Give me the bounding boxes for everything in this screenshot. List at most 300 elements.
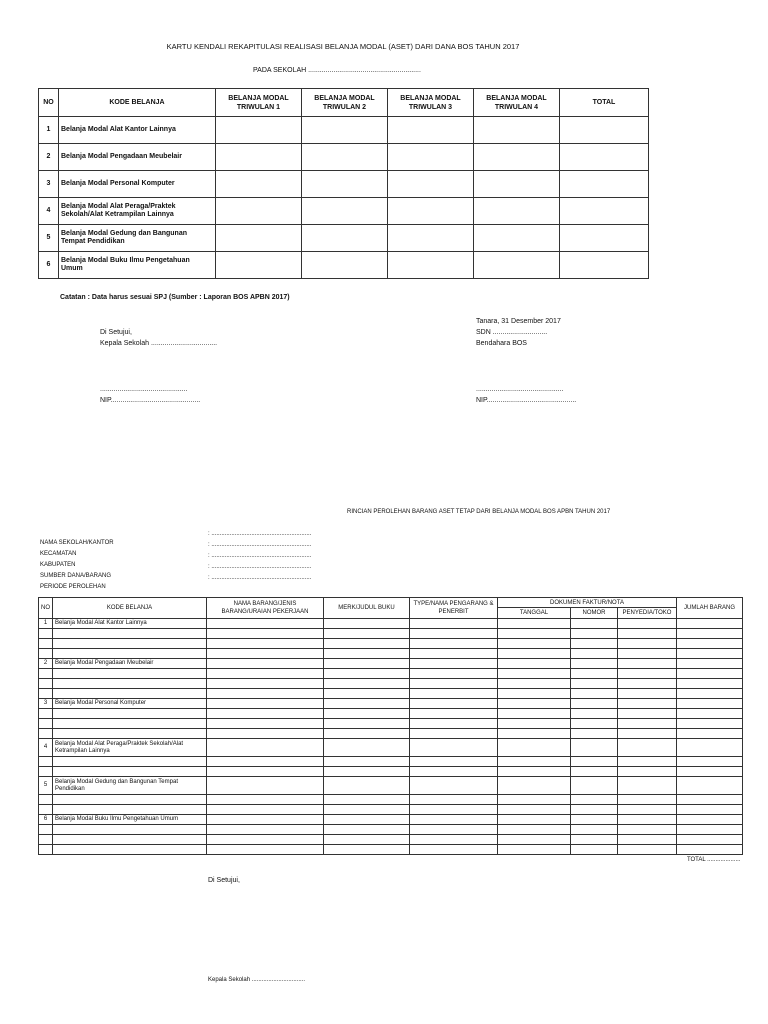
- cell: [410, 805, 498, 815]
- cell: [498, 619, 571, 629]
- total-row: [39, 855, 743, 866]
- total-label: TOTAL ....................: [39, 855, 743, 866]
- detail-header-row-1: [39, 598, 743, 608]
- cell: [207, 845, 324, 855]
- cell: [324, 795, 410, 805]
- cell: [571, 729, 618, 739]
- cell: [324, 757, 410, 767]
- header-kode-belanja: KODE BELANJA: [59, 89, 216, 117]
- table-row: [39, 835, 743, 845]
- cell: [498, 719, 571, 729]
- row-kode: [53, 757, 207, 767]
- cell: [677, 689, 743, 699]
- field-sumber-dana: [40, 564, 312, 579]
- cell: [618, 805, 677, 815]
- cell: [571, 815, 618, 825]
- row-kode: Belanja Modal Gedung dan Bangunan Tempat Pendidikan: [59, 225, 216, 252]
- cell: [324, 639, 410, 649]
- table-row: [39, 669, 743, 679]
- table-row: [39, 815, 743, 825]
- cell: [302, 117, 388, 144]
- row-no: [39, 669, 53, 679]
- cell: [207, 619, 324, 629]
- row-kode: [53, 689, 207, 699]
- row-kode: [53, 669, 207, 679]
- table-row: [39, 805, 743, 815]
- table-row: [39, 225, 649, 252]
- cell: [498, 777, 571, 795]
- cell: [618, 719, 677, 729]
- row-kode: Belanja Modal Buku Ilmu Pengetahuan Umum: [53, 815, 207, 825]
- cell: [207, 659, 324, 669]
- table-row: [39, 729, 743, 739]
- field-value: : ............................................................: [208, 542, 312, 548]
- row-no: 6: [39, 252, 59, 279]
- cell: [207, 767, 324, 777]
- cell: [560, 171, 649, 198]
- row-kode: [53, 835, 207, 845]
- row-no: [39, 757, 53, 767]
- cell: [324, 739, 410, 757]
- cell: [216, 171, 302, 198]
- cell: [207, 795, 324, 805]
- cell: [324, 777, 410, 795]
- cell: [677, 757, 743, 767]
- cell: [677, 679, 743, 689]
- cell: [618, 689, 677, 699]
- table-row: [39, 679, 743, 689]
- header-jumlah: JUMLAH BARANG: [677, 598, 743, 619]
- cell: [571, 757, 618, 767]
- cell: [388, 171, 474, 198]
- row-kode: [53, 825, 207, 835]
- row-no: 4: [39, 739, 53, 757]
- cell: [324, 699, 410, 709]
- headmaster-role: Kepala Sekolah ..................................: [100, 340, 218, 347]
- place-date: Tanara, 31 Desember 2017: [476, 318, 561, 325]
- cell: [474, 198, 560, 225]
- cell: [571, 767, 618, 777]
- cell: [410, 709, 498, 719]
- cell: [677, 619, 743, 629]
- field-label: NAMA SEKOLAH/KANTOR: [40, 540, 114, 546]
- cell: [410, 845, 498, 855]
- row-kode: Belanja Modal Pengadaan Meubelair: [59, 144, 216, 171]
- header-total: TOTAL: [560, 89, 649, 117]
- cell: [207, 825, 324, 835]
- table-row: [39, 629, 743, 639]
- header-triwulan-3: BELANJA MODAL TRIWULAN 3: [388, 89, 474, 117]
- row-no: 1: [39, 117, 59, 144]
- table-row: [39, 699, 743, 709]
- table-row: [39, 825, 743, 835]
- headmaster-role-2: Kepala Sekolah ................................: [208, 977, 306, 983]
- cell: [410, 659, 498, 669]
- row-no: 5: [39, 225, 59, 252]
- table-row: [39, 739, 743, 757]
- row-kode: Belanja Modal Alat Kantor Lainnya: [53, 619, 207, 629]
- row-no: [39, 805, 53, 815]
- cell: [410, 729, 498, 739]
- cell: [618, 825, 677, 835]
- row-no: 6: [39, 815, 53, 825]
- section2-title: RINCIAN PEROLEHAN BARANG ASET TETAP DARI BELANJA MODAL BOS APBN TAHUN 2017: [347, 509, 611, 515]
- cell: [410, 649, 498, 659]
- header-merk: MERK/JUDUL BUKU: [324, 598, 410, 619]
- field-label: PERIODE PEROLEHAN: [40, 584, 106, 590]
- cell: [618, 709, 677, 719]
- cell: [410, 825, 498, 835]
- cell: [498, 815, 571, 825]
- cell: [677, 639, 743, 649]
- cell: [571, 689, 618, 699]
- note-text: Catatan : Data harus sesuai SPJ (Sumber : Laporan BOS APBN 2017): [60, 294, 290, 301]
- table-row: [39, 777, 743, 795]
- cell: [498, 629, 571, 639]
- cell: [498, 649, 571, 659]
- header-nomor: NOMOR: [571, 608, 618, 619]
- table-row: [39, 252, 649, 279]
- cell: [618, 835, 677, 845]
- row-no: [39, 795, 53, 805]
- cell: [677, 709, 743, 719]
- field-value: : ............................................................: [208, 564, 312, 570]
- row-no: 3: [39, 171, 59, 198]
- header-tanggal: TANGGAL: [498, 608, 571, 619]
- table-row: [39, 198, 649, 225]
- approved-label: Di Setujui,: [100, 329, 132, 336]
- row-no: [39, 767, 53, 777]
- cell: [324, 825, 410, 835]
- cell: [388, 225, 474, 252]
- row-no: [39, 709, 53, 719]
- cell: [207, 669, 324, 679]
- treasurer-nip: NIP..............................................: [476, 397, 577, 404]
- table-row: [39, 757, 743, 767]
- cell: [498, 739, 571, 757]
- cell: [571, 719, 618, 729]
- cell: [207, 719, 324, 729]
- table-row: [39, 619, 743, 629]
- school-line: PADA SEKOLAH ..........................................................: [253, 67, 421, 74]
- table-row: [39, 171, 649, 198]
- cell: [498, 805, 571, 815]
- cell: [618, 845, 677, 855]
- cell: [207, 679, 324, 689]
- row-kode: [53, 845, 207, 855]
- cell: [498, 659, 571, 669]
- cell: [618, 619, 677, 629]
- header-triwulan-2: BELANJA MODAL TRIWULAN 2: [302, 89, 388, 117]
- cell: [324, 767, 410, 777]
- treasurer-name-line: .............................................: [476, 386, 564, 393]
- header-dokumen: DOKUMEN FAKTUR/NOTA: [498, 598, 677, 608]
- cell: [571, 669, 618, 679]
- cell: [324, 659, 410, 669]
- cell: [571, 777, 618, 795]
- header-no: NO: [39, 89, 59, 117]
- row-kode: [53, 679, 207, 689]
- cell: [324, 619, 410, 629]
- cell: [410, 679, 498, 689]
- field-value: : ............................................................: [208, 531, 312, 537]
- cell: [498, 729, 571, 739]
- cell: [207, 699, 324, 709]
- recap-header-row: [39, 89, 649, 117]
- cell: [216, 225, 302, 252]
- cell: [410, 719, 498, 729]
- cell: [571, 739, 618, 757]
- table-row: [39, 709, 743, 719]
- row-kode: [53, 795, 207, 805]
- cell: [410, 629, 498, 639]
- cell: [474, 252, 560, 279]
- cell: [498, 825, 571, 835]
- detail-body: [39, 619, 743, 866]
- headmaster-nip: NIP..............................................: [100, 397, 201, 404]
- field-value: : ............................................................: [208, 553, 312, 559]
- cell: [677, 795, 743, 805]
- cell: [207, 629, 324, 639]
- cell: [474, 171, 560, 198]
- cell: [207, 805, 324, 815]
- cell: [474, 117, 560, 144]
- row-no: [39, 639, 53, 649]
- cell: [560, 198, 649, 225]
- cell: [560, 252, 649, 279]
- row-no: 4: [39, 198, 59, 225]
- row-kode: Belanja Modal Gedung dan Bangunan Tempat Pendidikan: [53, 777, 207, 795]
- cell: [474, 225, 560, 252]
- school-name: SDN ............................: [476, 329, 548, 336]
- cell: [571, 845, 618, 855]
- row-no: 5: [39, 777, 53, 795]
- table-row: [39, 659, 743, 669]
- cell: [207, 689, 324, 699]
- cell: [677, 845, 743, 855]
- cell: [410, 669, 498, 679]
- cell: [571, 639, 618, 649]
- cell: [207, 777, 324, 795]
- cell: [498, 699, 571, 709]
- cell: [388, 198, 474, 225]
- cell: [324, 815, 410, 825]
- cell: [677, 805, 743, 815]
- cell: [324, 845, 410, 855]
- cell: [324, 719, 410, 729]
- cell: [410, 639, 498, 649]
- header-penyedia: PENYEDIA/TOKO: [618, 608, 677, 619]
- recap-table: [38, 88, 649, 279]
- cell: [618, 639, 677, 649]
- cell: [207, 709, 324, 719]
- row-kode: Belanja Modal Pengadaan Meubelair: [53, 659, 207, 669]
- cell: [677, 699, 743, 709]
- cell: [410, 699, 498, 709]
- table-row: [39, 639, 743, 649]
- field-kecamatan: [40, 542, 312, 557]
- cell: [498, 639, 571, 649]
- cell: [324, 835, 410, 845]
- cell: [571, 659, 618, 669]
- header-kode-belanja: KODE BELANJA: [53, 598, 207, 619]
- field-label: SUMBER DANA/BARANG: [40, 573, 112, 579]
- field-label: KECAMATAN: [40, 551, 77, 557]
- info-fields: [40, 531, 312, 590]
- approved-label-2: Di Setujui,: [208, 877, 240, 884]
- field-label: KABUPATEN: [40, 562, 76, 568]
- cell: [560, 117, 649, 144]
- table-row: [39, 845, 743, 855]
- field-kabupaten: [40, 553, 312, 568]
- cell: [216, 117, 302, 144]
- cell: [571, 699, 618, 709]
- cell: [324, 669, 410, 679]
- row-kode: Belanja Modal Personal Komputer: [53, 699, 207, 709]
- row-kode: Belanja Modal Alat Peraga/Praktek Sekolah/Alat Ketrampilan Lainnya: [53, 739, 207, 757]
- cell: [498, 689, 571, 699]
- cell: [677, 739, 743, 757]
- row-no: 1: [39, 619, 53, 629]
- row-no: 2: [39, 144, 59, 171]
- cell: [324, 649, 410, 659]
- cell: [571, 835, 618, 845]
- cell: [560, 225, 649, 252]
- cell: [618, 649, 677, 659]
- cell: [677, 659, 743, 669]
- cell: [324, 629, 410, 639]
- cell: [677, 835, 743, 845]
- cell: [498, 709, 571, 719]
- cell: [677, 767, 743, 777]
- cell: [498, 795, 571, 805]
- cell: [618, 729, 677, 739]
- cell: [618, 757, 677, 767]
- row-kode: Belanja Modal Alat Kantor Lainnya: [59, 117, 216, 144]
- cell: [410, 795, 498, 805]
- cell: [216, 144, 302, 171]
- cell: [498, 679, 571, 689]
- header-type: TYPE/NAMA PENGARANG & PENERBIT: [410, 598, 498, 619]
- cell: [216, 252, 302, 279]
- row-kode: Belanja Modal Personal Komputer: [59, 171, 216, 198]
- row-no: [39, 689, 53, 699]
- row-no: 2: [39, 659, 53, 669]
- cell: [571, 679, 618, 689]
- cell: [560, 144, 649, 171]
- cell: [410, 757, 498, 767]
- cell: [677, 649, 743, 659]
- cell: [216, 198, 302, 225]
- treasurer-role: Bendahara BOS: [476, 340, 527, 347]
- table-row: [39, 795, 743, 805]
- row-no: [39, 835, 53, 845]
- cell: [677, 825, 743, 835]
- table-row: [39, 117, 649, 144]
- table-row: [39, 144, 649, 171]
- cell: [302, 225, 388, 252]
- cell: [571, 795, 618, 805]
- header-nama-barang: NAMA BARANG/JENIS BARANG/URAIAN PEKERJAAN: [207, 598, 324, 619]
- cell: [410, 815, 498, 825]
- cell: [302, 252, 388, 279]
- cell: [677, 629, 743, 639]
- cell: [677, 719, 743, 729]
- cell: [207, 757, 324, 767]
- cell: [571, 629, 618, 639]
- cell: [207, 815, 324, 825]
- cell: [324, 805, 410, 815]
- cell: [410, 835, 498, 845]
- cell: [677, 777, 743, 795]
- row-kode: [53, 719, 207, 729]
- cell: [498, 835, 571, 845]
- row-no: [39, 729, 53, 739]
- cell: [207, 639, 324, 649]
- cell: [498, 767, 571, 777]
- document-title: KARTU KENDALI REKAPITULASI REALISASI BELANJA MODAL (ASET) DARI DANA BOS TAHUN 2017: [166, 42, 520, 51]
- row-kode: Belanja Modal Buku Ilmu Pengetahuan Umum: [59, 252, 216, 279]
- cell: [388, 144, 474, 171]
- cell: [207, 649, 324, 659]
- row-kode: [53, 767, 207, 777]
- cell: [618, 669, 677, 679]
- row-no: [39, 845, 53, 855]
- field-value: : ............................................................: [208, 575, 312, 581]
- table-row: [39, 767, 743, 777]
- cell: [498, 845, 571, 855]
- table-row: [39, 689, 743, 699]
- cell: [474, 144, 560, 171]
- cell: [618, 777, 677, 795]
- cell: [388, 252, 474, 279]
- cell: [410, 689, 498, 699]
- row-kode: [53, 709, 207, 719]
- cell: [618, 679, 677, 689]
- cell: [302, 198, 388, 225]
- cell: [618, 815, 677, 825]
- cell: [618, 659, 677, 669]
- header-triwulan-4: BELANJA MODAL TRIWULAN 4: [474, 89, 560, 117]
- cell: [618, 739, 677, 757]
- row-no: [39, 825, 53, 835]
- cell: [207, 729, 324, 739]
- row-no: 3: [39, 699, 53, 709]
- cell: [324, 729, 410, 739]
- cell: [302, 144, 388, 171]
- cell: [571, 619, 618, 629]
- cell: [498, 757, 571, 767]
- field-nama-sekolah: [40, 531, 312, 546]
- row-kode: [53, 649, 207, 659]
- row-kode: [53, 805, 207, 815]
- cell: [618, 795, 677, 805]
- table-row: [39, 649, 743, 659]
- row-no: [39, 679, 53, 689]
- cell: [324, 709, 410, 719]
- cell: [324, 679, 410, 689]
- cell: [410, 767, 498, 777]
- row-no: [39, 649, 53, 659]
- detail-table: [38, 597, 743, 865]
- headmaster-name-line: .............................................: [100, 386, 188, 393]
- header-triwulan-1: BELANJA MODAL TRIWULAN 1: [216, 89, 302, 117]
- cell: [677, 669, 743, 679]
- cell: [410, 777, 498, 795]
- cell: [571, 709, 618, 719]
- cell: [618, 699, 677, 709]
- cell: [571, 649, 618, 659]
